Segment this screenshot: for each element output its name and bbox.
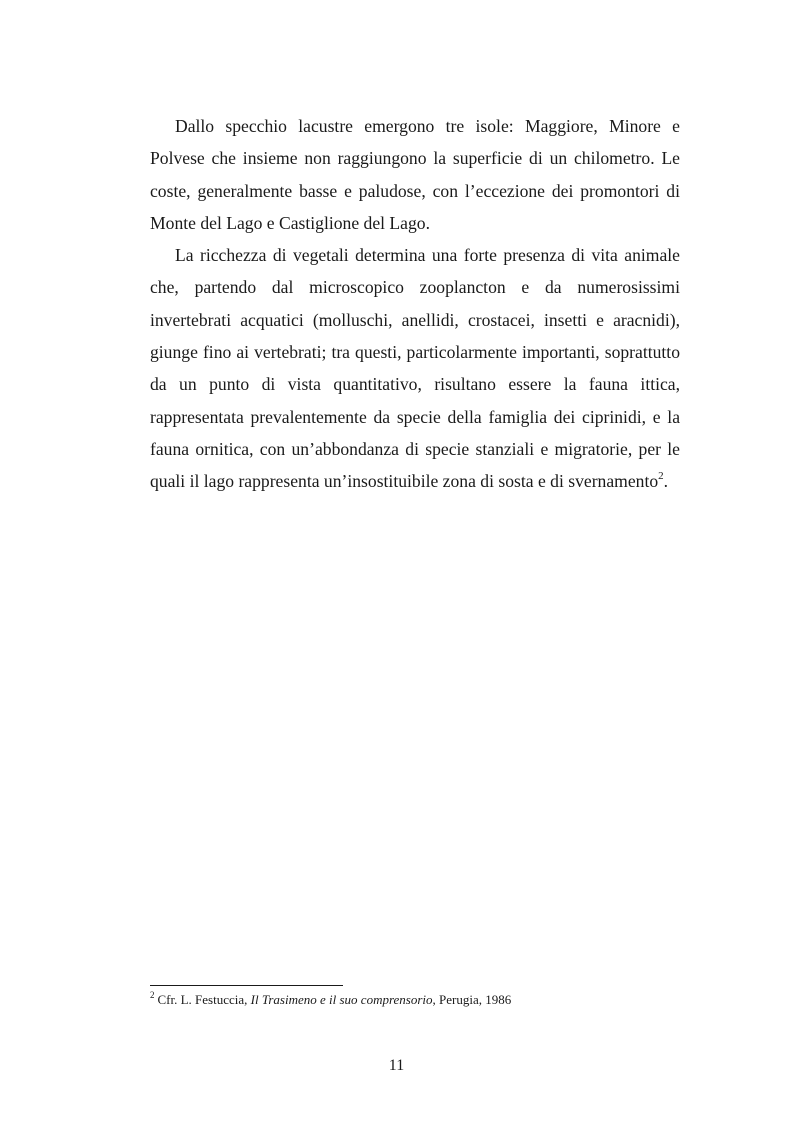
page-number: 11 <box>388 1057 405 1074</box>
footnote-reference[interactable]: 2 <box>658 470 664 483</box>
paragraph-islands <box>150 110 680 239</box>
footnote-marker: 2 <box>150 989 155 1000</box>
paragraph-fauna-end: . <box>663 471 669 492</box>
paragraph-fauna-text: La ricchezza di vegetali determina una forte presenza di vita animale che, partendo dal microscopico zooplancton e da numerosissimi invertebrati acquatici (molluschi, anellidi, crostacei, insetti e aracnidi), giunge fino ai vertebrati; tra questi, particolarmente importanti, soprattutto da un punto di vista quantitativo, risultano essere la fauna ittica, rappresentata prevalentemente da specie della famiglia dei ciprinidi, e la fauna ornitica, con un’abbondanza di specie stanziali e migratorie, per le quali il lago rappresenta un’insostituibile zona di sosta e di svernamento <box>150 245 680 492</box>
footnote-book-title: Il Trasimeno e il suo comprensorio <box>250 992 433 1007</box>
footnote-prefix: Cfr. L. Festuccia, <box>157 992 251 1007</box>
paragraph-islands-text: Dallo specchio lacustre emergono tre isole: Maggiore, Minore e Polvese che insieme non raggiungono la superficie di un chilometro. Le coste, generalmente basse e paludose, con l’eccezione dei promontori di Monte del Lago e Castiglione del Lago. <box>150 116 680 233</box>
footnote <box>150 991 680 1009</box>
footnote-separator <box>150 985 343 986</box>
paragraph-fauna <box>150 239 680 497</box>
footnote-suffix: , Perugia, 1986 <box>432 992 512 1007</box>
body-text <box>150 110 680 498</box>
